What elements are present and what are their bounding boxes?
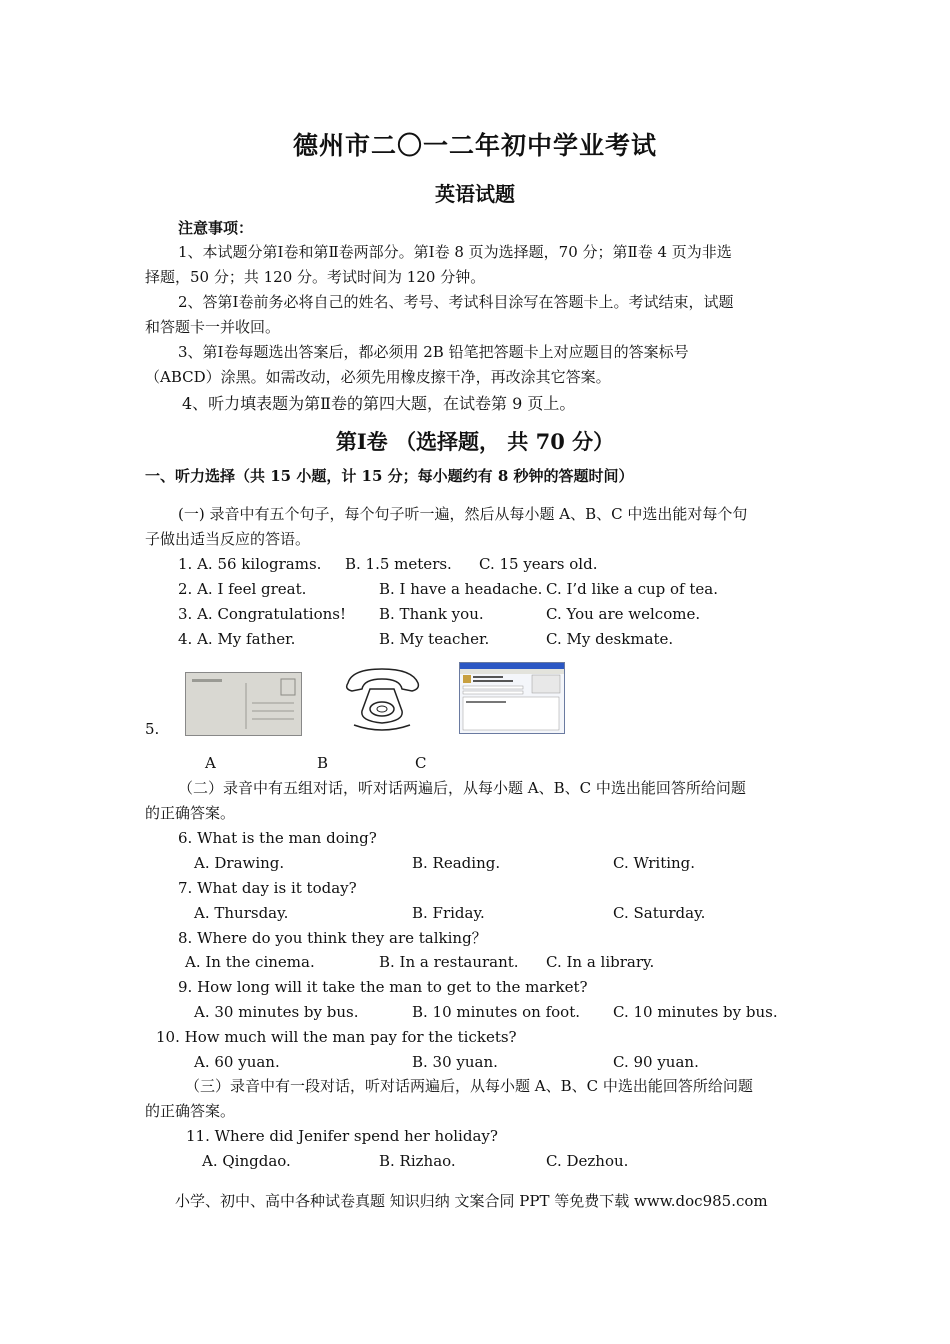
telephone-icon <box>340 665 425 735</box>
note-4: 4、听力填表题为第Ⅱ卷的第四大题，在试卷第 9 页上。 <box>182 394 576 413</box>
q11-option-c: C. Dezhou. <box>546 1152 629 1170</box>
part-3-intro-a: （三）录音中有一段对话，听对话两遍后，从每小题 A、B、C 中选出能回答所给问题 <box>185 1077 753 1095</box>
note-1b: 择题，50 分；共 120 分。考试时间为 120 分钟。 <box>145 268 486 286</box>
q8-option-a: A. In the cinema. <box>185 953 315 971</box>
email-window-icon <box>460 663 564 733</box>
q2-option-a: 2. A. I feel great. <box>178 580 307 598</box>
telephone-image <box>340 665 425 735</box>
q1-option-b: B. 1.5 meters. <box>345 555 452 573</box>
q8-option-b: B. In a restaurant. <box>379 953 519 971</box>
note-2a: 2、答第Ⅰ卷前务必将自己的姓名、考号、考试科目涂写在答题卡上。考试结束，试题 <box>178 293 734 311</box>
q7-question: 7. What day is it today? <box>178 879 357 897</box>
email-window-image <box>459 662 565 734</box>
part-2-intro-a: （二）录音中有五组对话，听对话两遍后，从每小题 A、B、C 中选出能回答所给问题 <box>178 779 746 797</box>
q3-option-b: B. Thank you. <box>379 605 484 623</box>
q8-option-c: C. In a library. <box>546 953 655 971</box>
q7-option-c: C. Saturday. <box>613 904 706 922</box>
q3-option-c: C. You are welcome. <box>546 605 701 623</box>
section-1-heading: 第Ⅰ卷 （选择题， 共 70 分） <box>335 429 615 454</box>
q7-option-a: A. Thursday. <box>194 904 289 922</box>
q6-option-c: C. Writing. <box>613 854 696 872</box>
q11-question: 11. Where did Jenifer spend her holiday? <box>186 1127 498 1145</box>
q10-option-b: B. 30 yuan. <box>412 1053 498 1071</box>
q9-option-a: A. 30 minutes by bus. <box>194 1003 359 1021</box>
q4-option-b: B. My teacher. <box>379 630 490 648</box>
notes-heading: 注意事项： <box>178 219 254 237</box>
part-1-heading: 一、听力选择（共 15 小题，计 15 分；每小题约有 8 秒钟的答题时间） <box>145 467 634 485</box>
q5-label-c: C <box>415 754 427 772</box>
q10-option-a: A. 60 yuan. <box>194 1053 280 1071</box>
q1-option-a: 1. A. 56 kilograms. <box>178 555 322 573</box>
q11-option-a: A. Qingdao. <box>202 1152 291 1170</box>
page-title: 德州市二〇一二年初中学业考试 <box>292 131 657 160</box>
q9-option-c: C. 10 minutes by bus. <box>613 1003 778 1021</box>
part-1-intro-b: 子做出适当反应的答语。 <box>145 530 311 548</box>
q4-option-a: 4. A. My father. <box>178 630 296 648</box>
note-1a: 1、本试题分第Ⅰ卷和第Ⅱ卷两部分。第Ⅰ卷 8 页为选择题，70 分；第Ⅱ卷 4 页为非选 <box>178 243 732 261</box>
postcard-icon <box>186 673 301 735</box>
q5-label-a: A <box>205 754 216 772</box>
q9-question: 9. How long will it take the man to get to the market? <box>178 978 588 996</box>
q9-option-b: B. 10 minutes on foot. <box>412 1003 580 1021</box>
q11-option-b: B. Rizhao. <box>379 1152 456 1170</box>
q6-option-b: B. Reading. <box>412 854 501 872</box>
page-subtitle: 英语试题 <box>435 182 515 206</box>
postcard-image <box>185 672 302 736</box>
note-2b: 和答题卡一并收回。 <box>145 318 281 336</box>
part-3-intro-b: 的正确答案。 <box>145 1102 236 1120</box>
part-1-intro-a: (一) 录音中有五个句子，每个句子听一遍，然后从每小题 A、B、C 中选出能对每个句 <box>178 505 748 523</box>
q4-option-c: C. My deskmate. <box>546 630 674 648</box>
q6-option-a: A. Drawing. <box>194 854 285 872</box>
q1-option-c: C. 15 years old. <box>479 555 598 573</box>
q10-option-c: C. 90 yuan. <box>613 1053 699 1071</box>
q5-number: 5. <box>145 720 160 738</box>
q7-option-b: B. Friday. <box>412 904 485 922</box>
page-footer: 小学、初中、高中各种试卷真题 知识归纳 文案合同 PPT 等免费下载 www.doc985.com <box>175 1192 768 1210</box>
note-3b: （ABCD）涂黑。如需改动，必须先用橡皮擦干净，再改涂其它答案。 <box>145 368 611 386</box>
q2-option-c: C. I’d like a cup of tea. <box>546 580 718 598</box>
part-2-intro-b: 的正确答案。 <box>145 804 236 822</box>
q5-label-b: B <box>317 754 329 772</box>
q8-question: 8. Where do you think they are talking？ <box>178 929 487 947</box>
q6-question: 6. What is the man doing? <box>178 829 377 847</box>
q3-option-a: 3. A. Congratulations! <box>178 605 347 623</box>
q10-question: 10. How much will the man pay for the tickets? <box>156 1028 517 1046</box>
q2-option-b: B. I have a headache. <box>379 580 543 598</box>
note-3a: 3、第Ⅰ卷每题选出答案后，都必须用 2B 铅笔把答题卡上对应题目的答案标号 <box>178 343 689 361</box>
